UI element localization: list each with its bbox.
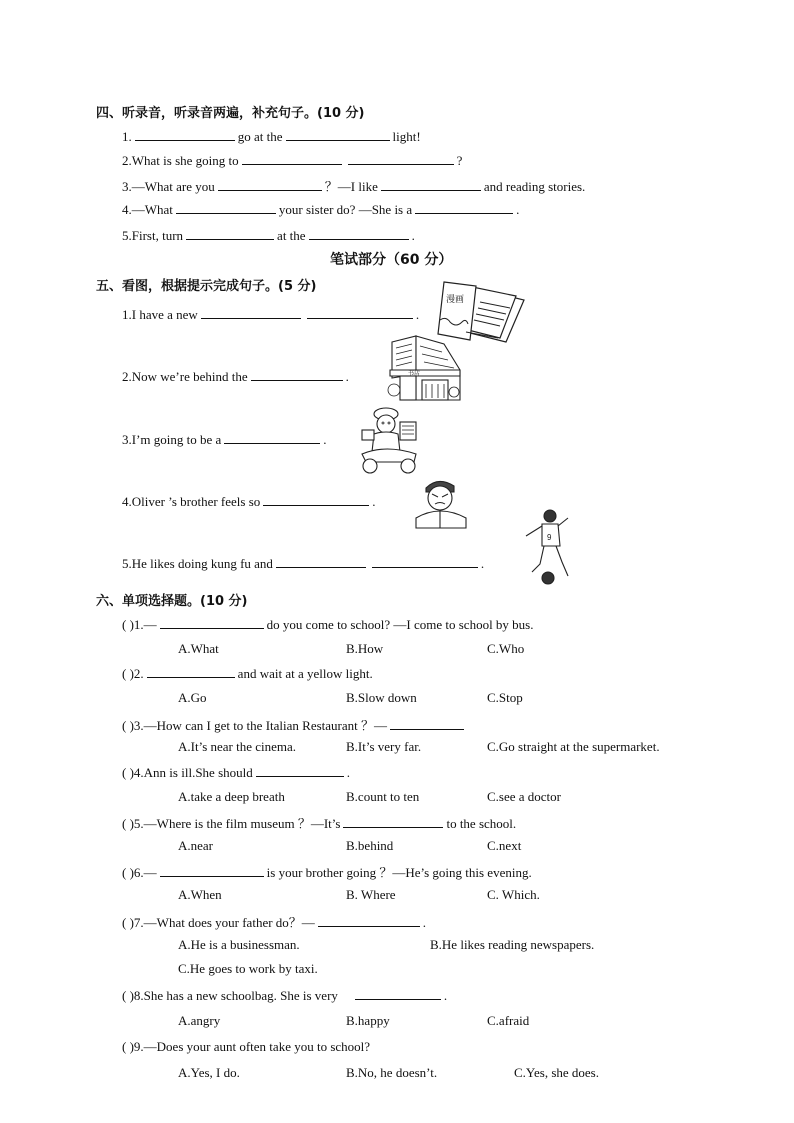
answer-paren[interactable]: ( )	[122, 915, 134, 930]
answer-blank[interactable]	[318, 914, 420, 927]
shop-sign: 书店	[408, 370, 421, 377]
section-5-title: 五、看图，根据提示完成句子。(5 分)	[96, 279, 317, 294]
q9-option-b[interactable]: B.No, he doesn’t.	[346, 1065, 438, 1080]
question-4: ( )4.Ann is ill.She should .	[122, 765, 350, 780]
s5-item-3: 3.I’m going to be a .	[122, 432, 327, 447]
answer-blank[interactable]	[415, 201, 513, 214]
answer-blank[interactable]	[160, 616, 264, 629]
q3-option-b[interactable]: B.It’s very far.	[346, 739, 422, 754]
s5-item-5: 5.He likes doing kung fu and .	[122, 556, 485, 571]
section-6-title: 六、单项选择题。(10 分)	[96, 594, 248, 609]
q9-option-a[interactable]: A.Yes, I do.	[178, 1065, 240, 1080]
question-6: ( )6.— is your brother going ？—He’s going this evening.	[122, 865, 532, 880]
question-2: ( )2. and wait at a yellow light.	[122, 666, 373, 681]
question-5: ( )5.—Where is the film museum ？—It’s to the school.	[122, 816, 517, 831]
q9-option-c[interactable]: C.Yes, she does.	[514, 1065, 599, 1080]
q7-option-b[interactable]: B.He likes reading newspapers.	[430, 937, 595, 952]
answer-blank[interactable]	[390, 717, 464, 730]
q1-option-a[interactable]: A.What	[178, 641, 219, 656]
football-player-picture	[518, 506, 582, 586]
q8-option-b[interactable]: B.happy	[346, 1013, 390, 1028]
q8-option-a[interactable]: A.angry	[178, 1013, 221, 1028]
q6-option-a[interactable]: A.When	[178, 887, 222, 902]
s5-item-2: 2.Now we’re behind the .	[122, 369, 349, 384]
q7-option-c[interactable]: C.He goes to work by taxi.	[178, 961, 318, 976]
q3-option-c[interactable]: C.Go straight at the supermarket.	[487, 739, 660, 754]
answer-paren[interactable]: ( )	[122, 816, 134, 831]
q5-option-c[interactable]: C.next	[487, 838, 522, 853]
answer-blank[interactable]	[348, 152, 454, 165]
question-8: ( )8.She has a new schoolbag. She is very .	[122, 988, 448, 1003]
q6-option-b[interactable]: B. Where	[346, 887, 396, 902]
answer-blank[interactable]	[186, 227, 274, 240]
answer-blank[interactable]	[160, 864, 264, 877]
postman-picture	[356, 404, 424, 476]
answer-blank[interactable]	[343, 815, 443, 828]
answer-paren[interactable]: ( )	[122, 617, 134, 632]
q5-option-a[interactable]: A.near	[178, 838, 214, 853]
s4-item-1: 1. go at the light!	[122, 129, 421, 144]
bookshop-picture	[386, 334, 466, 406]
question-9: ( )9.—Does your aunt often take you to school?	[122, 1039, 371, 1054]
q6-option-c[interactable]: C. Which.	[487, 887, 540, 902]
answer-paren[interactable]: ( )	[122, 1039, 134, 1054]
answer-blank[interactable]	[218, 178, 322, 191]
q4-option-b[interactable]: B.count to ten	[346, 789, 420, 804]
section-4-title: 四、听录音，听录音两遍，补充句子。(10 分)	[96, 106, 365, 121]
answer-paren[interactable]: ( )	[122, 988, 134, 1003]
s5-item-4: 4.Oliver ’s brother feels so .	[122, 494, 376, 509]
answer-blank[interactable]	[263, 493, 369, 506]
answer-blank[interactable]	[224, 431, 320, 444]
jersey-number: 9	[547, 533, 552, 542]
s4-item-3: 3.—What are you ？—I like and reading stories.	[122, 179, 586, 194]
answer-paren[interactable]: ( )	[122, 765, 134, 780]
answer-blank[interactable]	[286, 128, 390, 141]
answer-paren[interactable]: ( )	[122, 718, 134, 733]
s4-item-4: 4.—What your sister do? —She is a .	[122, 202, 520, 217]
q2-option-b[interactable]: B.Slow down	[346, 690, 417, 705]
written-part-title: 笔试部分（60 分）	[330, 252, 453, 268]
answer-blank[interactable]	[381, 178, 481, 191]
q7-option-a[interactable]: A.He is a businessman.	[178, 937, 300, 952]
answer-blank[interactable]	[276, 555, 366, 568]
s4-item-5: 5.First, turn at the .	[122, 228, 415, 243]
s4-item-2: 2.What is she going to ?	[122, 153, 463, 168]
q4-option-c[interactable]: C.see a doctor	[487, 789, 562, 804]
angry-boy-picture	[410, 474, 470, 530]
answer-blank[interactable]	[251, 368, 343, 381]
question-7: ( )7.—What does your father do？— .	[122, 915, 427, 930]
answer-blank[interactable]	[201, 306, 301, 319]
q1-option-c[interactable]: C.Who	[487, 641, 525, 656]
q1-option-b[interactable]: B.How	[346, 641, 384, 656]
answer-blank[interactable]	[135, 128, 235, 141]
answer-blank[interactable]	[147, 665, 235, 678]
q2-option-a[interactable]: A.Go	[178, 690, 207, 705]
s5-item-1: 1.I have a new .	[122, 307, 420, 322]
q3-option-a[interactable]: A.It’s near the cinema.	[178, 739, 297, 754]
q5-option-b[interactable]: B.behind	[346, 838, 394, 853]
answer-blank[interactable]	[355, 987, 441, 1000]
q4-option-a[interactable]: A.take a deep breath	[178, 789, 285, 804]
answer-blank[interactable]	[307, 306, 413, 319]
answer-blank[interactable]	[309, 227, 409, 240]
question-1: ( )1.— do you come to school? —I come to school by bus.	[122, 617, 534, 632]
answer-blank[interactable]	[372, 555, 478, 568]
q2-option-c[interactable]: C.Stop	[487, 690, 523, 705]
answer-blank[interactable]	[256, 764, 344, 777]
question-3: ( )3.—How can I get to the Italian Restaurant ？—	[122, 715, 467, 734]
answer-blank[interactable]	[242, 152, 342, 165]
q8-option-c[interactable]: C.afraid	[487, 1013, 530, 1028]
comic-label: 漫画	[446, 295, 465, 305]
answer-blank[interactable]	[176, 201, 276, 214]
answer-paren[interactable]: ( )	[122, 865, 134, 880]
answer-paren[interactable]: ( )	[122, 666, 134, 681]
